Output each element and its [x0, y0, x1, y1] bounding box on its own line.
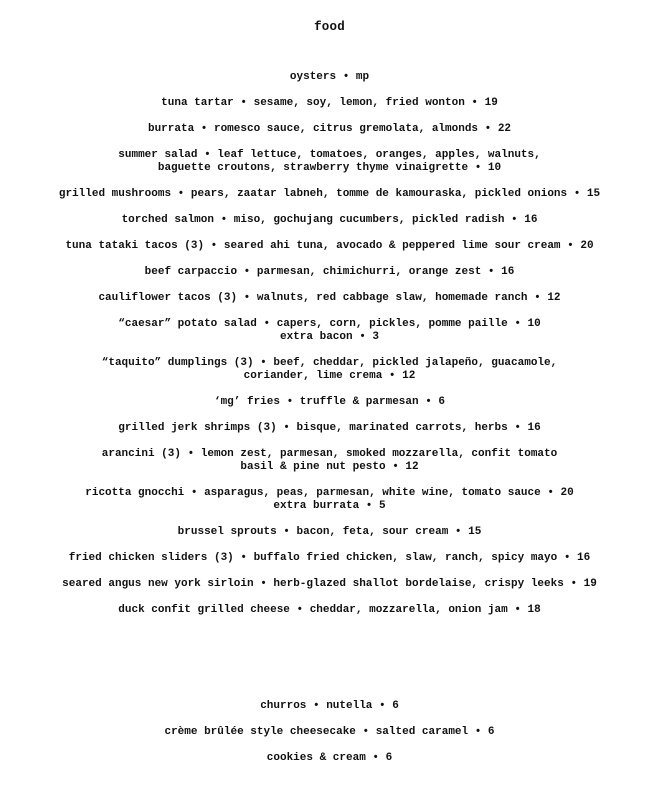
menu-item-line: grilled mushrooms • pears, zaatar labneh, tomme de kamouraska, pickled onions • 15: [58, 188, 601, 200]
menu-item-line: torched salmon • miso, gochujang cucumbers, pickled radish • 16: [121, 214, 538, 226]
menu-item-line: duck confit grilled cheese • cheddar, mozzarella, onion jam • 18: [118, 604, 541, 616]
menu-item-line: basil & pine nut pesto • 12: [240, 461, 419, 473]
menu-item-line: tuna tartar • sesame, soy, lemon, fried wonton • 19: [161, 97, 498, 109]
menu-item-line: “taquito” dumplings (3) • beef, cheddar, pickled jalapeño, guacamole,: [101, 357, 558, 369]
menu-item-line: burrata • romesco sauce, citrus gremolata, almonds • 22: [147, 123, 512, 135]
menu-item-line: brussel sprouts • bacon, feta, sour cream • 15: [177, 526, 482, 538]
menu-item: [0, 752, 659, 765]
menu-item: [0, 214, 659, 227]
menu-item: [0, 188, 659, 201]
menu-item: [0, 448, 659, 474]
menu-item-line: arancini (3) • lemon zest, parmesan, smoked mozzarella, confit tomato: [101, 448, 558, 460]
menu-item-line: cauliflower tacos (3) • walnuts, red cabbage slaw, homemade ranch • 12: [98, 292, 561, 304]
menu-item: [0, 552, 659, 565]
menu-item: [0, 266, 659, 279]
menu-item-line: cookies & cream • 6: [266, 752, 393, 764]
dessert-menu-list: [0, 700, 659, 778]
menu-item-line: “caesar” potato salad • capers, corn, pickles, pomme paille • 10: [118, 318, 541, 330]
menu-item: [0, 487, 659, 513]
menu-item: [0, 726, 659, 739]
menu-item-line: ‘mg’ fries • truffle & parmesan • 6: [213, 396, 446, 408]
menu-item-line: coriander, lime crema • 12: [243, 370, 416, 382]
menu-item: [0, 123, 659, 136]
menu-item: [0, 578, 659, 591]
menu-item-line: fried chicken sliders (3) • buffalo fried chicken, slaw, ranch, spicy mayo • 16: [68, 552, 591, 564]
menu-item-line: extra burrata • 5: [273, 500, 386, 512]
menu-item: [0, 97, 659, 110]
menu-item: [0, 422, 659, 435]
menu-item: [0, 396, 659, 409]
menu-item: [0, 71, 659, 84]
menu-item: [0, 318, 659, 344]
menu-item-line: seared angus new york sirloin • herb-glazed shallot bordelaise, crispy leeks • 19: [62, 578, 597, 590]
menu-item: [0, 357, 659, 383]
menu-item-line: summer salad • leaf lettuce, tomatoes, oranges, apples, walnuts,: [118, 149, 541, 161]
menu-item-line: tuna tataki tacos (3) • seared ahi tuna, avocado & peppered lime sour cream • 20: [65, 240, 594, 252]
menu-item: [0, 292, 659, 305]
menu-item-line: oysters • mp: [289, 71, 370, 83]
food-menu-list: [0, 71, 659, 630]
menu-item-line: beef carpaccio • parmesan, chimichurri, orange zest • 16: [144, 266, 515, 278]
menu-item: [0, 700, 659, 713]
menu-item: [0, 240, 659, 253]
menu-item-line: crème brûlée style cheesecake • salted caramel • 6: [164, 726, 495, 738]
menu-item-line: baguette croutons, strawberry thyme vinaigrette • 10: [157, 162, 502, 174]
page-title: food: [314, 20, 345, 34]
menu-item: [0, 149, 659, 175]
menu-item: [0, 526, 659, 539]
menu-item-line: ricotta gnocchi • asparagus, peas, parmesan, white wine, tomato sauce • 20: [85, 487, 574, 499]
menu-item: [0, 604, 659, 617]
menu-item-line: grilled jerk shrimps (3) • bisque, marinated carrots, herbs • 16: [118, 422, 541, 434]
menu-item-line: churros • nutella • 6: [260, 700, 399, 712]
menu-item-line: extra bacon • 3: [279, 331, 380, 343]
